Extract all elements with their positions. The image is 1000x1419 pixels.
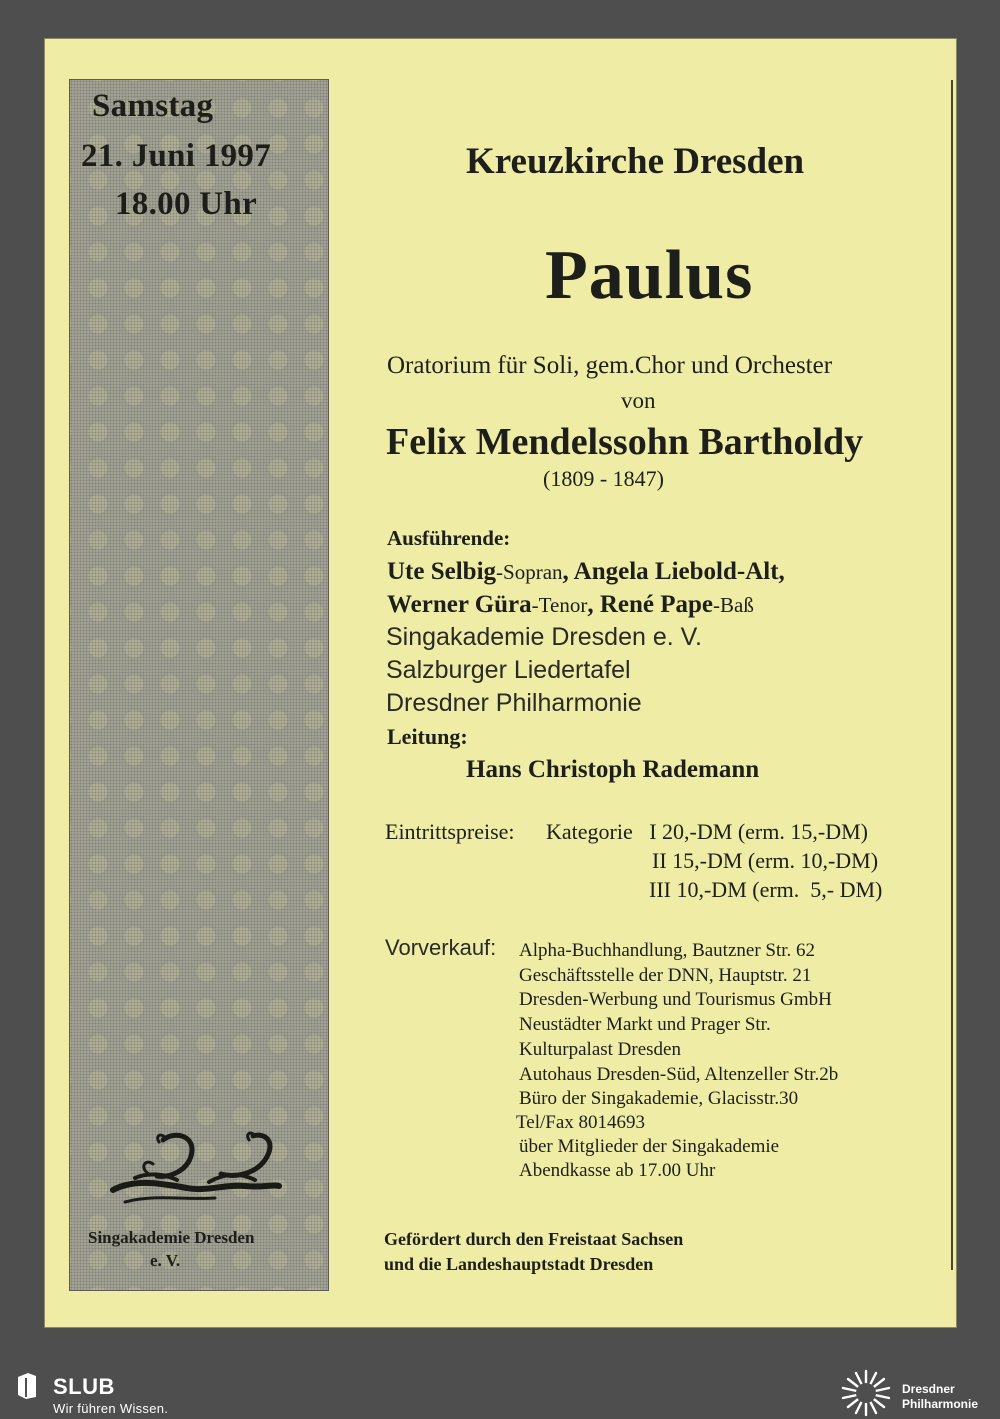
venue: Kreuzkirche Dresden: [466, 141, 805, 182]
price-category-1: Kategorie I 20,-DM (erm. 15,-DM): [546, 819, 868, 844]
performers-heading: Ausführende:: [387, 526, 511, 550]
presale-location: über Mitglieder der Singakademie: [519, 1136, 780, 1157]
presale-phone: Tel/Fax 8014693: [516, 1112, 646, 1133]
presale-location: Kulturpalast Dresden: [519, 1039, 681, 1060]
partner-name-line-1[interactable]: Dresdner: [902, 1382, 955, 1396]
von-label: von: [621, 388, 656, 413]
conductor-heading: Leitung:: [387, 724, 468, 749]
presale-location: Büro der Singakademie, Glacisstr.30: [519, 1088, 799, 1109]
presale-location: Neustädter Markt und Prager Str.: [519, 1014, 771, 1035]
box-office-note: Abendkasse ab 17.00 Uhr: [519, 1160, 716, 1181]
org-name: Singakademie Dresden: [88, 1228, 255, 1247]
slub-tagline: Wir führen Wissen.: [53, 1401, 169, 1416]
soloist-voice: -Sopran: [496, 560, 563, 584]
price-category-2: II 15,-DM (erm. 10,-DM): [652, 848, 879, 873]
price-category-3: III 10,-DM (erm. 5,- DM): [649, 877, 883, 902]
ensemble-liedertafel: Salzburger Liedertafel: [386, 656, 631, 684]
fold-line: [951, 80, 953, 1270]
presale-location: Autohaus Dresden-Süd, Altenzeller Str.2b: [519, 1064, 839, 1085]
composer-name: Felix Mendelssohn Bartholdy: [386, 421, 864, 463]
soloist-voice: -Alt: [736, 558, 779, 585]
philharmonie-sun-icon[interactable]: [840, 1369, 892, 1417]
presale-location: Geschäftsstelle der DNN, Hauptstr. 21: [519, 965, 812, 986]
soloist-name: Angela Liebold: [573, 558, 737, 585]
soloist-voice: -Tenor: [531, 593, 588, 617]
slub-name[interactable]: SLUB: [53, 1374, 115, 1399]
work-subtitle: Oratorium für Soli, gem.Chor und Orchester: [387, 352, 833, 379]
separator: ,: [587, 591, 600, 618]
concert-day: Samstag: [92, 88, 214, 124]
presale-label: Vorverkauf:: [385, 935, 497, 960]
singakademie-logo-icon: [105, 1128, 285, 1208]
concert-time: 18.00 Uhr: [115, 186, 258, 222]
presale-location: Alpha-Buchhandlung, Bautzner Str. 62: [519, 940, 816, 961]
separator: ,: [778, 558, 785, 585]
sponsor-line-2: und die Landeshauptstadt Dresden: [384, 1254, 654, 1274]
side-panel: [69, 79, 329, 1291]
presale-location: Dresden-Werbung und Tourismus GmbH: [519, 989, 832, 1010]
separator: ,: [562, 558, 574, 585]
partner-name-line-2[interactable]: Philharmonie: [902, 1397, 979, 1411]
prices-label: Eintrittspreise:: [385, 819, 515, 844]
org-suffix: e. V.: [150, 1251, 181, 1270]
ensemble-orchestra: Dresdner Philharmonie: [386, 689, 642, 717]
slub-book-icon[interactable]: [16, 1373, 38, 1399]
soloist-name: Ute Selbig: [387, 558, 497, 585]
composer-years: (1809 - 1847): [543, 466, 664, 491]
soloist-name: René Pape: [599, 591, 713, 618]
soloists-line-2: [387, 591, 754, 619]
soloist-voice: -Baß: [713, 593, 754, 617]
ensemble-choir: Singakademie Dresden e. V.: [386, 623, 702, 651]
sponsor-line-1: Gefördert durch den Freistaat Sachsen: [384, 1229, 684, 1249]
soloist-name: Werner Güra: [387, 591, 532, 618]
concert-date: 21. Juni 1997: [81, 138, 272, 174]
conductor-name: Hans Christoph Rademann: [466, 756, 760, 783]
soloists-line-1: [387, 558, 785, 586]
work-title: Paulus: [545, 237, 754, 314]
